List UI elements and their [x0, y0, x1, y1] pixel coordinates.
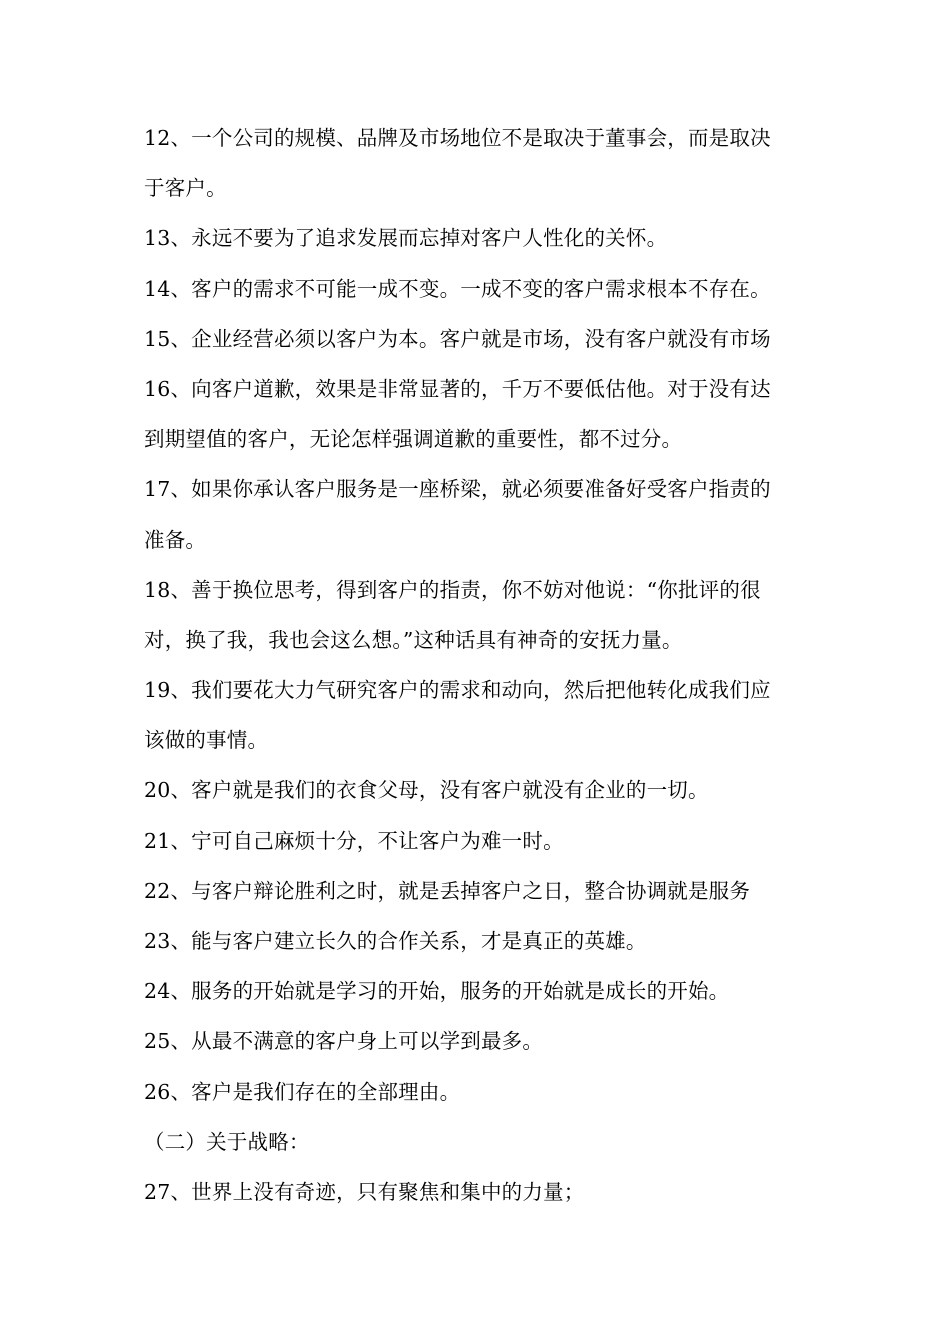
text-line: 14、客户的需求不可能一成不变。一成不变的客户需求根本不存在。	[144, 276, 771, 301]
text-line: 16、向客户道歉，效果是非常显著的，千万不要低估他。对于没有达	[144, 376, 771, 401]
text-line: 17、如果你承认客户服务是一座桥梁，就必须要准备好受客户指责的	[144, 477, 771, 502]
text-line: 26、客户是我们存在的全部理由。	[144, 1079, 461, 1104]
text-line: 19、我们要花大力气研究客户的需求和动向，然后把他转化成我们应	[144, 678, 771, 703]
text-line: 24、服务的开始就是学习的开始，服务的开始就是成长的开始。	[144, 979, 730, 1004]
text-line: 对，换了我，我也会这么想。”这种话具有神奇的安抚力量。	[144, 627, 683, 652]
text-line: 准备。	[144, 527, 207, 552]
text-line: 12、一个公司的规模、品牌及市场地位不是取决于董事会，而是取决	[144, 126, 771, 150]
text-line: 25、从最不满意的客户身上可以学到最多。	[144, 1029, 544, 1054]
text-line: 到期望值的客户，无论怎样强调道歉的重要性，都不过分。	[144, 427, 683, 452]
section-heading: （二）关于战略：	[144, 1129, 310, 1154]
text-line: 21、宁可自己麻烦十分，不让客户为难一时。	[144, 828, 564, 853]
document-page	[144, 113, 824, 1217]
text-line: 20、客户就是我们的衣食父母，没有客户就没有企业的一切。	[144, 778, 709, 803]
text-line: 27、世界上没有奇迹，只有聚焦和集中的力量；	[144, 1179, 585, 1204]
text-line: 该做的事情。	[144, 728, 269, 753]
text-line: 23、能与客户建立长久的合作关系，才是真正的英雄。	[144, 929, 647, 953]
text-line: 于客户。	[144, 176, 227, 201]
text-line: 22、与客户辩论胜利之时，就是丢掉客户之日，整合协调就是服务	[144, 878, 751, 903]
text-line: 18、善于换位思考，得到客户的指责，你不妨对他说：“你批评的很	[144, 577, 761, 602]
text-line: 13、永远不要为了追求发展而忘掉对客户人性化的关怀。	[144, 226, 668, 251]
text-line: 15、企业经营必须以客户为本。客户就是市场，没有客户就没有市场	[144, 326, 771, 351]
